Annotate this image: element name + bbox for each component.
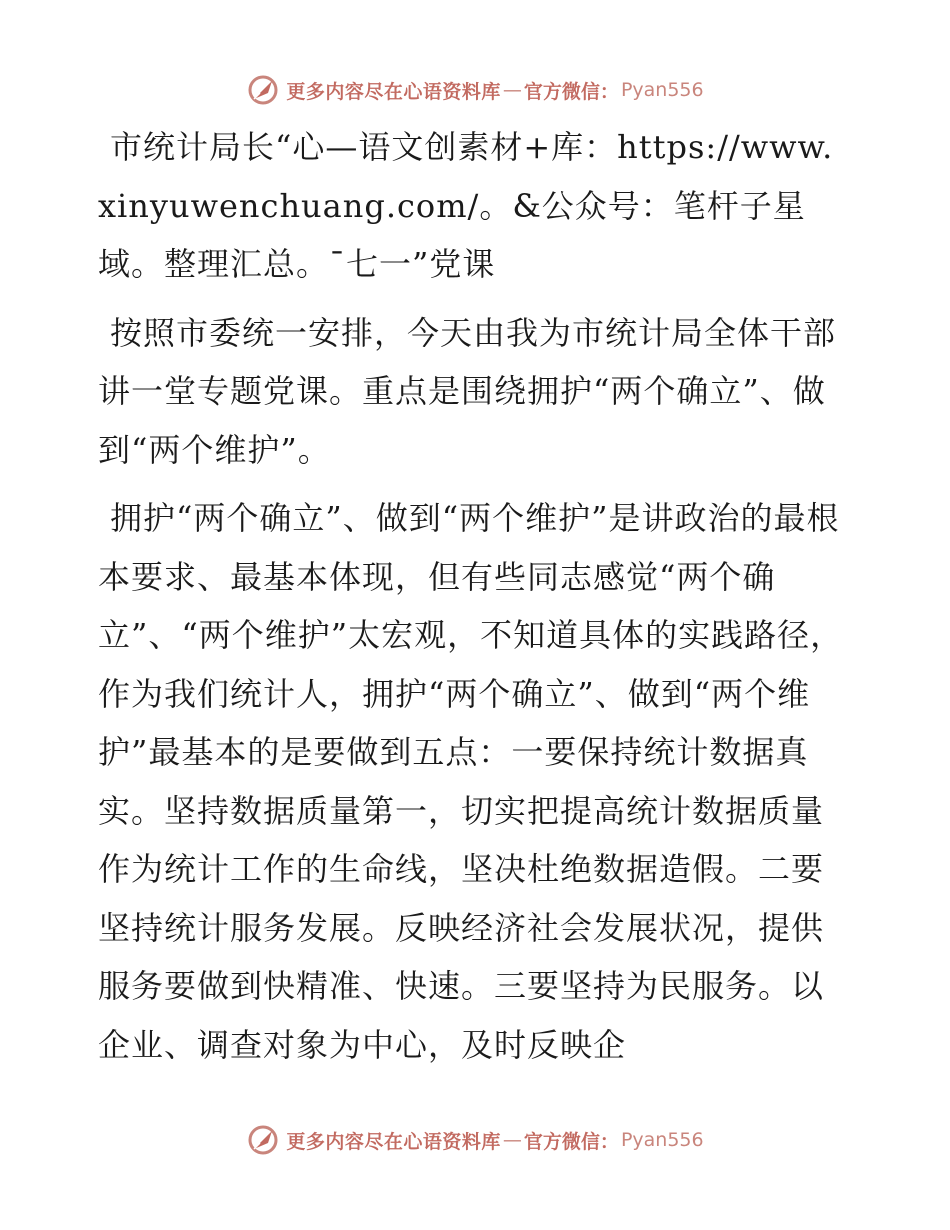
banner-wechat-id: Pyan556: [620, 1129, 704, 1151]
quill-logo-icon: [246, 73, 280, 107]
banner-wechat-label: 官方微信：: [523, 80, 619, 103]
banner-wechat-label: 官方微信：: [523, 1130, 619, 1153]
banner-dash: —: [502, 79, 522, 101]
footer-banner: [0, 1120, 950, 1160]
banner-wechat-id: Pyan556: [620, 79, 704, 101]
paragraph-title: 市统计局长“心—语文创素材+库：https://www.xinyuwenchuang.com/。&公众号：笔杆子星域。整理汇总。¯七一”党课: [98, 128, 834, 283]
quill-logo-icon: [246, 1123, 280, 1157]
paragraph-intro: 按照市委统一安排，今天由我为市统计局全体干部讲一堂专题党课。重点是围绕拥护“两个确立”、做到“两个维护”。: [98, 313, 837, 469]
header-banner: [0, 70, 950, 110]
banner-brand: 更多内容尽在心语资料库: [286, 80, 501, 103]
banner-brand: 更多内容尽在心语资料库: [286, 1130, 501, 1153]
paragraph-main: 拥护“两个确立”、做到“两个维护”是讲政治的最根本要求、最基本体现，但有些同志感觉“两个确立”、“两个维护”太宏观，不知道具体的实践路径，作为我们统计人，拥护“两个确立”、做到“两个维护”最基本的是要做到五点：一要保持统计数据真实。坚持数据质量第一，切实把提高统计数据质量作为统计工作的生命线，坚决杜绝数据造假。二要坚持统计服务发展。反映经济社会发展状况，提供服务要做到快精准、快速。三要坚持为民服务。以企业、调查对象为中心，及时反映企: [98, 499, 844, 1064]
banner-dash: —: [502, 1129, 522, 1151]
document-body: [98, 118, 850, 1084]
